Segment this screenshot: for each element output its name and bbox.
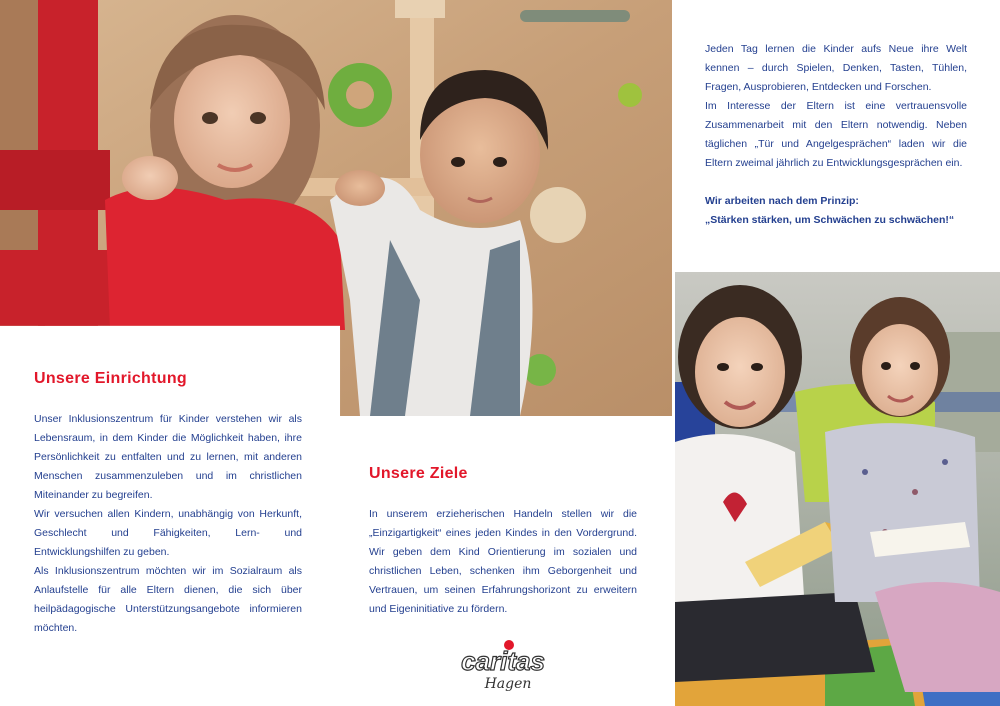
text-intro <box>705 40 967 230</box>
paragraph: Als Inklusionszentrum möchten wir im Sozialraum als Anlaufstelle für alle Eltern dienen, die sich über heilpädagogische Unterstützungsangebote informieren möchten. <box>34 565 302 634</box>
paragraph: Jeden Tag lernen die Kinder aufs Neue ihre Welt kennen – durch Spielen, Denken, Tasten, Tühlen, Fragen, Ausprobieren, Entdecken und Forschen. <box>705 43 967 93</box>
logo-word: caritas <box>461 646 545 676</box>
motto-line-2: „Stärken stärken, um Schwächen zu schwächen!“ <box>705 214 955 226</box>
paragraph: Wir versuchen allen Kindern, unabhängig von Herkunft, Geschlecht und Fähigkeiten, Lern- und Entwicklungshilfen zu geben. <box>34 508 302 558</box>
paragraph: Im Interesse der Eltern ist eine vertrauensvolle Zusammenarbeit mit den Eltern notwendig. Neben täglichen „Tür und Angelgesprächen“ laden wir die Eltern zweimal jährlich zu Entwicklungsgesprächen ein. <box>705 100 967 169</box>
photo-girls-reading <box>675 272 1000 706</box>
heading-unsere-ziele: Unsere Ziele <box>369 465 468 482</box>
motto-line-1: Wir arbeiten nach dem Prinzip: <box>705 195 859 207</box>
text-einrichtung <box>34 410 302 638</box>
heading-unsere-einrichtung: Unsere Einrichtung <box>34 370 187 387</box>
photo-children-climbing <box>0 0 672 416</box>
caritas-hagen-logo <box>448 638 558 694</box>
paragraph: Unser Inklusionszentrum für Kinder verstehen wir als Lebensraum, in dem Kinder die Möglichkeit haben, ihre Persönlichkeit zu entfalten und zu lernen, mit anderen Menschen zusammenzuleben und im christlichen Miteinander zu begreifen. <box>34 413 302 501</box>
paragraph: In unserem erzieherischen Handeln stellen wir die „Einzigartigkeit“ eines jeden Kindes in den Vordergrund. Wir geben dem Kind Orientierung im sozialen und christlichen Leben, schenken ihm Geborgenheit und Vertrauen, um seinen Erfahrungshorizont zu erweitern und Eigeninitiative zu fördern. <box>369 508 637 615</box>
text-ziele <box>369 505 637 619</box>
motto <box>705 192 967 230</box>
logo-sub: Hagen <box>484 676 532 692</box>
